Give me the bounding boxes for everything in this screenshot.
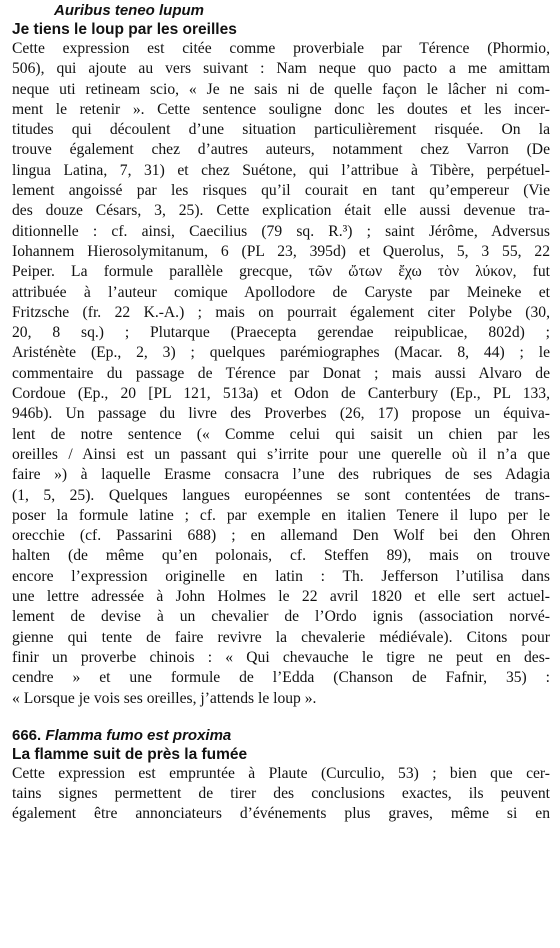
text-line: Fritzsche (fr. 22 K.-A.) ; mais on pourrait également citer Polybe (30, (12, 303, 550, 321)
text-line: finir un proverbe chinois : « Qui chevauche le tigre ne peut en des- (12, 648, 550, 666)
text-line: lement de devise à un chevalier de l’Ordo ignis (association norvé- (12, 608, 550, 626)
text-line: titudes qui découlent d’une situation particulièrement risquée. On la (12, 121, 550, 139)
text-line: oreilles / Ainsi est un passant qui s’irrite pour une querelle où il n’a que (12, 445, 550, 463)
entry-number: 666. (12, 726, 42, 744)
text-line: 506), qui ajoute au vers suivant : Nam neque quo pacto a me amittam (12, 60, 550, 78)
text-line: 20, 8 sq.) ; Plutarque (Praecepta gerendae reipublicae, 802d) ; (12, 324, 550, 342)
text-line: commentaire du passage de Térence par Donat ; mais aussi Alvaro de (12, 364, 550, 382)
text-line: lement angoissé par les risques qu’il courait en tant qu’empereur (Vie (12, 182, 550, 200)
text-line: poser la formule latine ; cf. par exemple en italien Tenere il lupo per le (12, 506, 550, 524)
text-line: gienne qui tente de faire revivre la chevalerie médiévale). Citons pour (12, 628, 550, 646)
text-line: Cette expression est empruntée à Plaute (Curculio, 53) ; bien que cer- (12, 764, 550, 782)
text-line: des douze Césars, 3, 25). Cette explication était elle aussi devenue tra- (12, 202, 550, 220)
text-line: Iohannem Hierosolymitanum, 6 (PL 23, 395d) et Querolus, 5, 3 55, 22 (12, 242, 550, 260)
text-line: faire ») à laquelle Erasme consacra l’une des rubriques de ses Adagia (12, 466, 550, 484)
text-line: ditionnelle : cf. ainsi, Caecilius (79 sq. R.³) ; saint Jérôme, Adversus (12, 222, 550, 240)
text-line: encore l’expression originelle en latin : Th. Jefferson l’utilisa dans (12, 567, 550, 585)
text-line: Cordoue (Ep., 20 [PL 121, 513a) et Odon de Canterbury (Ep., PL 133, (12, 385, 550, 403)
latin-title-text: Flamma fumo est proxima (45, 726, 232, 744)
text-line: lent de notre sentence (« Comme celui qui saisit un chien par les (12, 425, 550, 443)
text-line: halten (de même qu’en polonais, cf. Steffen 89), mais on trouve (12, 547, 550, 565)
entry-body (12, 39, 550, 709)
text-line: Peiper. La formule parallèle grecque, τῶν ὤτων ἔχω τὸν λύκον, fut (12, 263, 550, 281)
text-line: Cette expression est citée comme proverbiale par Térence (Phormio, (12, 40, 550, 57)
entry-body (12, 764, 550, 825)
text-line: lingua Latina, 7, 31) et chez Suétone, qui l’attribue à Tibère, perpétuel- (12, 161, 550, 179)
text-line: 946b). Un passage du livre des Proverbes (26, 17) propose un équiva- (12, 405, 550, 423)
text-line: trouve également chez d’autres auteurs, notamment chez Varron (De (12, 141, 550, 159)
text-line: ment le retenir ». Cette sentence souligne donc les doutes et les incer- (12, 100, 550, 118)
french-title: Je tiens le loup par les oreilles (12, 21, 237, 38)
document-page (12, 2, 550, 825)
text-line: attribuée à l’auteur comique Apollodore de Caryste par Meineke et (12, 283, 550, 301)
text-line: orecchie (cf. Passarini 688) ; en allemand Den Wolf bei den Ohren (12, 527, 550, 545)
text-line: (1, 5, 25). Quelques langues européennes se sont contentées de trans- (12, 486, 550, 504)
text-line: également être annonciateurs d’événements plus graves, même si en (12, 805, 550, 823)
latin-title: Auribus teneo lupum (54, 2, 204, 19)
french-title: La flamme suit de près la fumée (12, 745, 248, 763)
text-line: une lettre adressée à John Holmes le 22 avril 1820 et elle sert actuel- (12, 588, 550, 606)
entry-665 (12, 2, 550, 709)
text-line: cendre » et une formule de l’Edda (Chanson de Fafnir, 35) : (12, 669, 550, 687)
entry-666 (12, 727, 550, 825)
text-line: neque uti retineam scio, « Je ne sais ni de quelle façon le lâcher ni com- (12, 80, 550, 98)
latin-title (12, 727, 550, 745)
text-line: tains signes permettent de tirer des conclusions exactes, ils peuvent (12, 785, 550, 803)
text-line: Aristénète (Ep., 2, 3) ; quelques parémiographes (Macar. 8, 44) ; le (12, 344, 550, 362)
text-line: « Lorsque je vois ses oreilles, j’attends le loup ». (12, 689, 317, 707)
